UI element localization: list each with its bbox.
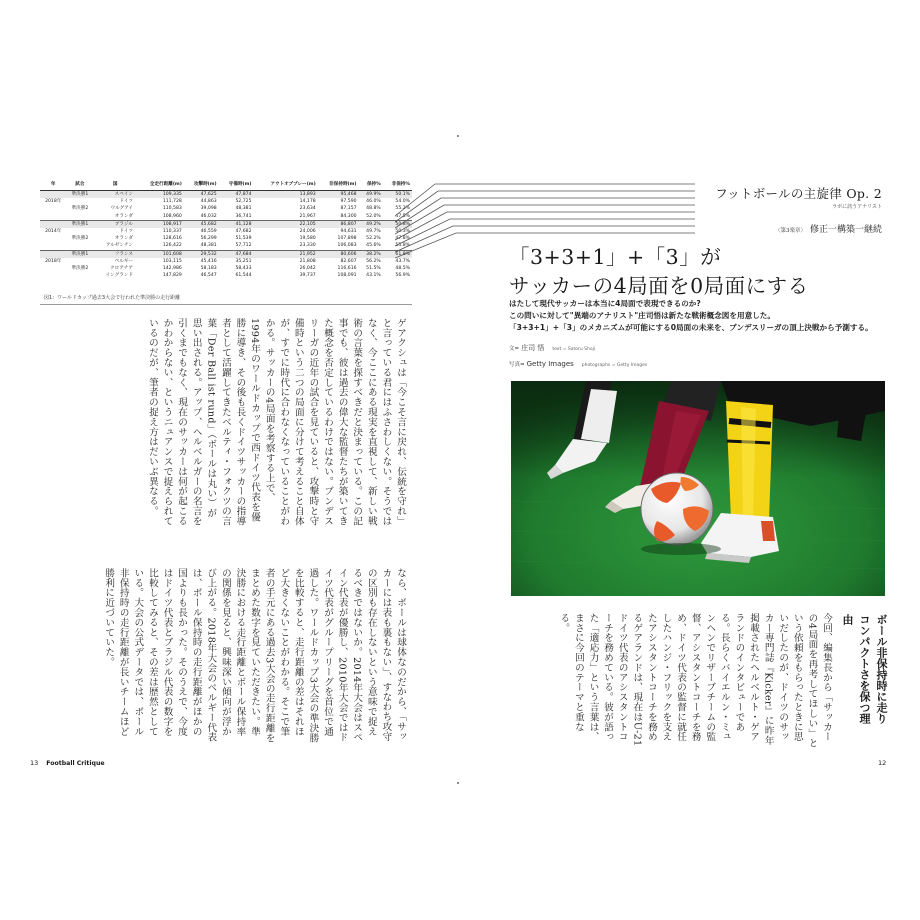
cell-value: 61.8% xyxy=(383,250,412,258)
cell-value: 46,559 xyxy=(200,229,217,235)
registration-dot-top xyxy=(457,135,459,137)
cell-value: 47,625 xyxy=(184,191,219,199)
cell-value: 111,728 xyxy=(162,199,182,205)
cell-year: 2014年 xyxy=(45,229,62,235)
body-column-right: 今回、編集長から「サッカーの4局面を再考してほしい」という依頼をもらったときに思いだしたのが、ドイツのサッカー専門誌『Kicker』に昨年掲載されたヘルベルト・ゲアランドのインタビューである。長らくバイエルン・ミュンヘンでリザーブチームの監督、アシスタントコーチを務め、ドイツ代表の監督に就任したハンジ・フリックを支えたアシスタントコーチを務めるゲアランドは、現在はU-21ドイツ代表のアシスタントコーチを務めている。彼が語った「適応力」という言葉は、まさに今回のテーマと重なる。 xyxy=(558,613,832,749)
cell-value: 61,544 xyxy=(235,273,252,279)
credits xyxy=(509,341,889,373)
cell-value: 46,547 xyxy=(200,273,217,279)
cell-value: 58,183 xyxy=(200,266,217,272)
table-row xyxy=(40,205,412,212)
magazine-name: Football Critique xyxy=(46,760,105,767)
table-divider xyxy=(40,304,412,305)
soccer-photo xyxy=(511,381,885,596)
cell-value: 38.2% xyxy=(359,250,383,258)
cell-value: 21,952 xyxy=(254,250,318,258)
text-credit xyxy=(509,341,889,357)
cell-value: 110,337 xyxy=(162,229,182,235)
table-body xyxy=(40,191,412,280)
photo-credit-label: 写真= xyxy=(509,362,525,368)
cell-country: ベルギー xyxy=(114,258,133,264)
cell-match: 準決勝2 xyxy=(71,206,89,212)
cell-value: 56.2% xyxy=(366,258,381,264)
cell-match xyxy=(66,272,93,279)
table-row xyxy=(40,258,412,265)
cell-value: 21,967 xyxy=(299,213,316,219)
cell-year xyxy=(40,265,66,272)
cell-value: 54.0% xyxy=(395,199,410,205)
lead-paragraph xyxy=(509,298,889,334)
cell-value: 51,539 xyxy=(235,236,252,242)
cell-match: 準決勝1 xyxy=(66,250,93,258)
cell-value: 52.2% xyxy=(366,236,381,242)
header-total: 全走行距離(m) xyxy=(137,180,184,191)
cell-value: 46,032 xyxy=(200,213,217,219)
cell-year xyxy=(40,235,66,242)
cell-value: 45,416 xyxy=(200,258,217,264)
running-distance-table xyxy=(40,180,412,279)
cell-value: 49.7% xyxy=(366,229,381,235)
table-row xyxy=(40,191,412,199)
cell-value: 47,874 xyxy=(219,191,254,199)
series-subtitle: ラボに訊うアナリスト xyxy=(832,204,882,210)
cell-value: 80,606 xyxy=(318,250,359,258)
cell-value: 21,808 xyxy=(299,258,316,264)
lead-line-1: はたして現代サッカーは本当に4局面で表現できるのか? xyxy=(509,299,701,308)
table-row xyxy=(40,220,412,228)
cell-country: ウルグアイ xyxy=(110,206,133,212)
body-column-left-lower: なら、ボールは球体なのだから、「サッカーには表も裏もない」、すなわち攻守の区別も存在しないという意味で捉えるべきではないか。2014年大会はスペイン代表が優勝し、2010年大会ではドイツ代表がグループリーグを首位で通過した。ワールドカップ3大会の準決勝を比較すると、走行距離の差はそれほど大きくないことがわかる。そこで筆者の手元にある過去3大会の走行距離をまとめた数字を見ていただきたい。準決勝における走行距離とボール保持率の関係を見ると、興味深い傾向が浮かび上がる。2018年大会のベルギー代表は、ボール保持時の走行距離がほかの国よりも長かった。そのうえで、今度はドイツ代表とブラジル代表の数字を比較してみると、その差は歴然としている。大会の公式データでは、ボール非保持時の走行距離が長いチームほど勝利に近づいていた。 xyxy=(103,568,406,743)
cell-value: 142,986 xyxy=(162,266,182,272)
cell-value: 56,299 xyxy=(200,236,217,242)
cell-value: 22,105 xyxy=(254,220,318,228)
cell-value: 109,335 xyxy=(137,191,184,199)
table-row xyxy=(40,235,412,242)
cell-country: オランダ xyxy=(114,236,133,242)
cell-country: クロアチア xyxy=(110,266,133,272)
cell-value: 26,042 xyxy=(299,266,316,272)
cell-country: アルゼンチン xyxy=(105,243,133,249)
cell-value: 48,381 xyxy=(235,206,252,212)
cell-value: 55.8% xyxy=(395,243,410,249)
cell-year xyxy=(40,250,66,258)
photo-credit xyxy=(509,357,889,373)
cell-value: 48,381 xyxy=(200,243,217,249)
cell-value: 50.8% xyxy=(383,220,412,228)
cell-value: 110,583 xyxy=(162,206,182,212)
cell-value: 39,737 xyxy=(299,273,316,279)
lead-line-2: この問いに対して"異端のアナリスト"庄司悟は新たな戦術概念図を用意した。 xyxy=(509,311,775,320)
cell-country: フランス xyxy=(93,250,137,258)
cell-value: 36,741 xyxy=(235,213,252,219)
header-attack: 攻撃時(m) xyxy=(184,180,219,191)
lead-line-3: 「3+3+1」+「3」のメカニズムが可能にする0局面の未来を、ブンデスリーガの頂上決戦から予測する。 xyxy=(509,323,873,332)
cell-value: 86,807 xyxy=(318,220,359,228)
text-credit-name: 庄司 悟 xyxy=(521,344,545,352)
cell-value: 43.1% xyxy=(366,273,381,279)
table-row xyxy=(40,272,412,279)
cell-country: オランダ xyxy=(114,213,133,219)
cell-value: 23,330 xyxy=(299,243,316,249)
cell-year xyxy=(40,242,66,250)
cell-value: 13,893 xyxy=(254,191,318,199)
cell-year xyxy=(40,205,66,212)
cell-match: 準決勝2 xyxy=(71,266,89,272)
cell-value: 56.9% xyxy=(395,273,410,279)
table-row xyxy=(40,228,412,235)
cell-value: 103,115 xyxy=(162,258,182,264)
cell-value: 46.0% xyxy=(366,199,381,205)
cell-country: ドイツ xyxy=(119,229,133,235)
header-non-possession-pct: 非保持% xyxy=(383,180,412,191)
cell-year xyxy=(40,191,66,199)
header-country: 国 xyxy=(93,180,137,191)
cell-value: 23,634 xyxy=(299,206,316,212)
cell-value: 128,616 xyxy=(162,236,182,242)
cell-country: ブラジル xyxy=(93,220,137,228)
table-header-row xyxy=(40,180,412,191)
cell-value: 45.6% xyxy=(366,243,381,249)
text-credit-label: 文= xyxy=(509,346,520,352)
series-title: フットボールの主旋律 Op. 2 xyxy=(715,186,882,201)
movement-label: 〈第3楽章〉 xyxy=(774,228,806,234)
cell-match xyxy=(66,213,93,221)
registration-dot-bottom xyxy=(457,782,459,784)
cell-country: スペイン xyxy=(93,191,137,199)
movement-line xyxy=(660,222,882,235)
cell-value: 58,433 xyxy=(235,266,252,272)
cell-value: 44,863 xyxy=(200,199,217,205)
cell-value: 14,178 xyxy=(299,199,316,205)
cell-year xyxy=(40,220,66,228)
cell-year: 2018年 xyxy=(45,258,62,264)
table-row xyxy=(40,213,412,221)
cell-match: 準決勝2 xyxy=(71,236,89,242)
cell-value: 147,829 xyxy=(162,273,182,279)
table-row xyxy=(40,242,412,250)
cell-value: 108,091 xyxy=(337,273,357,279)
cell-value: 50.1% xyxy=(383,191,412,199)
text-credit-en: text = Satoru Shoji xyxy=(552,347,596,352)
header-non-possession: 非保持時(m) xyxy=(318,180,359,191)
headline-line-2: サッカーの4局面を0局面にする xyxy=(509,274,809,298)
cell-country: イングランド xyxy=(105,273,133,279)
cell-year: 2018年 xyxy=(45,199,62,205)
cell-match: 準決勝1 xyxy=(66,191,93,199)
cell-match xyxy=(66,242,93,250)
cell-value: 55.2% xyxy=(395,206,410,212)
cell-value: 108,960 xyxy=(162,213,182,219)
cell-value: 84,300 xyxy=(340,213,357,219)
cell-match xyxy=(66,198,93,205)
cell-year xyxy=(40,272,66,279)
cell-value: 116,616 xyxy=(337,266,357,272)
photo-credit-en: photographs = Getty Images xyxy=(581,363,648,368)
cell-value: 95,468 xyxy=(318,191,359,199)
cell-value: 82,607 xyxy=(340,258,357,264)
cell-value: 108,917 xyxy=(137,220,184,228)
table-caption: 図1：ワールドカップ過去3大会で行われた準決勝の走行距離 xyxy=(44,295,181,301)
cell-value: 49.9% xyxy=(359,191,383,199)
header-out-of-play: アウトオブプレー(m) xyxy=(254,180,318,191)
cell-value: 29,532 xyxy=(184,250,219,258)
cell-value: 57,712 xyxy=(235,243,252,249)
cell-value: 35,251 xyxy=(235,258,252,264)
page-number-left xyxy=(30,759,105,767)
header-year: 年 xyxy=(40,180,66,191)
cell-value: 47,684 xyxy=(219,250,254,258)
cell-value: 41,128 xyxy=(219,220,254,228)
movement-title: 修正一構築一継続 xyxy=(809,225,882,235)
headline-line-1: 「3+3+1」+「3」が xyxy=(509,245,722,269)
section-heading: ボール非保持時に走りコンパクトさを保つ理由 xyxy=(841,614,888,724)
cell-year xyxy=(40,213,66,221)
cell-value: 49.2% xyxy=(359,220,383,228)
cell-value: 24,006 xyxy=(299,229,316,235)
cell-value: 87,157 xyxy=(340,206,357,212)
cell-value: 48.5% xyxy=(395,266,410,272)
cell-value: 39,098 xyxy=(200,206,217,212)
cell-match xyxy=(66,228,93,235)
cell-value: 51.5% xyxy=(366,266,381,272)
table-row xyxy=(40,265,412,272)
cell-value: 50.3% xyxy=(395,229,410,235)
cell-value: 19,580 xyxy=(299,236,316,242)
cell-value: 52,725 xyxy=(235,199,252,205)
header-defense: 守備時(m) xyxy=(219,180,254,191)
photo-credit-name: Getty Images xyxy=(526,360,574,368)
headline xyxy=(509,243,889,301)
body-column-left-upper: ゲアクシュは「今こそ言に戻れ、伝統を守れ」と言っている君にはふさわしくない。そうではなく、今ここにある現実を直視して、新しい戦術の言葉を探すべきだと決まっている。この記事でも、彼は過去の偉大な監督たちが築いてきた概念を否定しているわけではない。ブンデスリーガの近年の試合を見ていると、攻撃時と守備時という二つの局面に分けて考えること自体が、すでに時代に合わなくなっていることがわかる。サッカーの4局面を考察する上で、1994年のワールドカップで西ドイツ代表を優勝に導き、その後も長くドイツサッカーの指導者として活躍してきたベルティ・フォクツの言葉「Der Ball ist rund」（ボールは丸い）が思い出される。アップ、ヘルベルガーの名言を引くまでもなく、現在のサッカーは何が起こるかわからない、というニュアンスで捉えられているのだが、筆者の捉え方はだいぶ異なる。 xyxy=(146,318,406,526)
table-row xyxy=(40,198,412,205)
cell-value: 126,422 xyxy=(162,243,182,249)
header-possession-pct: 保持% xyxy=(359,180,383,191)
cell-value: 48.8% xyxy=(366,206,381,212)
header-match: 試合 xyxy=(66,180,93,191)
cell-value: 97,590 xyxy=(340,199,357,205)
cell-value: 43.7% xyxy=(395,258,410,264)
cell-country: ドイツ xyxy=(119,199,133,205)
cell-value: 107,898 xyxy=(337,236,357,242)
page-number-left-value: 13 xyxy=(30,759,39,767)
cell-value: 47.8% xyxy=(395,236,410,242)
cell-value: 101,608 xyxy=(137,250,184,258)
page-number-right: 12 xyxy=(878,759,887,767)
cell-value: 52.0% xyxy=(366,213,381,219)
cell-value: 94,631 xyxy=(340,229,357,235)
cell-value: 47.5% xyxy=(395,213,410,219)
cell-match: 準決勝1 xyxy=(66,220,93,228)
table-row xyxy=(40,250,412,258)
cell-value: 106,083 xyxy=(337,243,357,249)
cell-match xyxy=(66,258,93,265)
cell-value: 47,682 xyxy=(235,229,252,235)
cell-value: 45,682 xyxy=(184,220,219,228)
